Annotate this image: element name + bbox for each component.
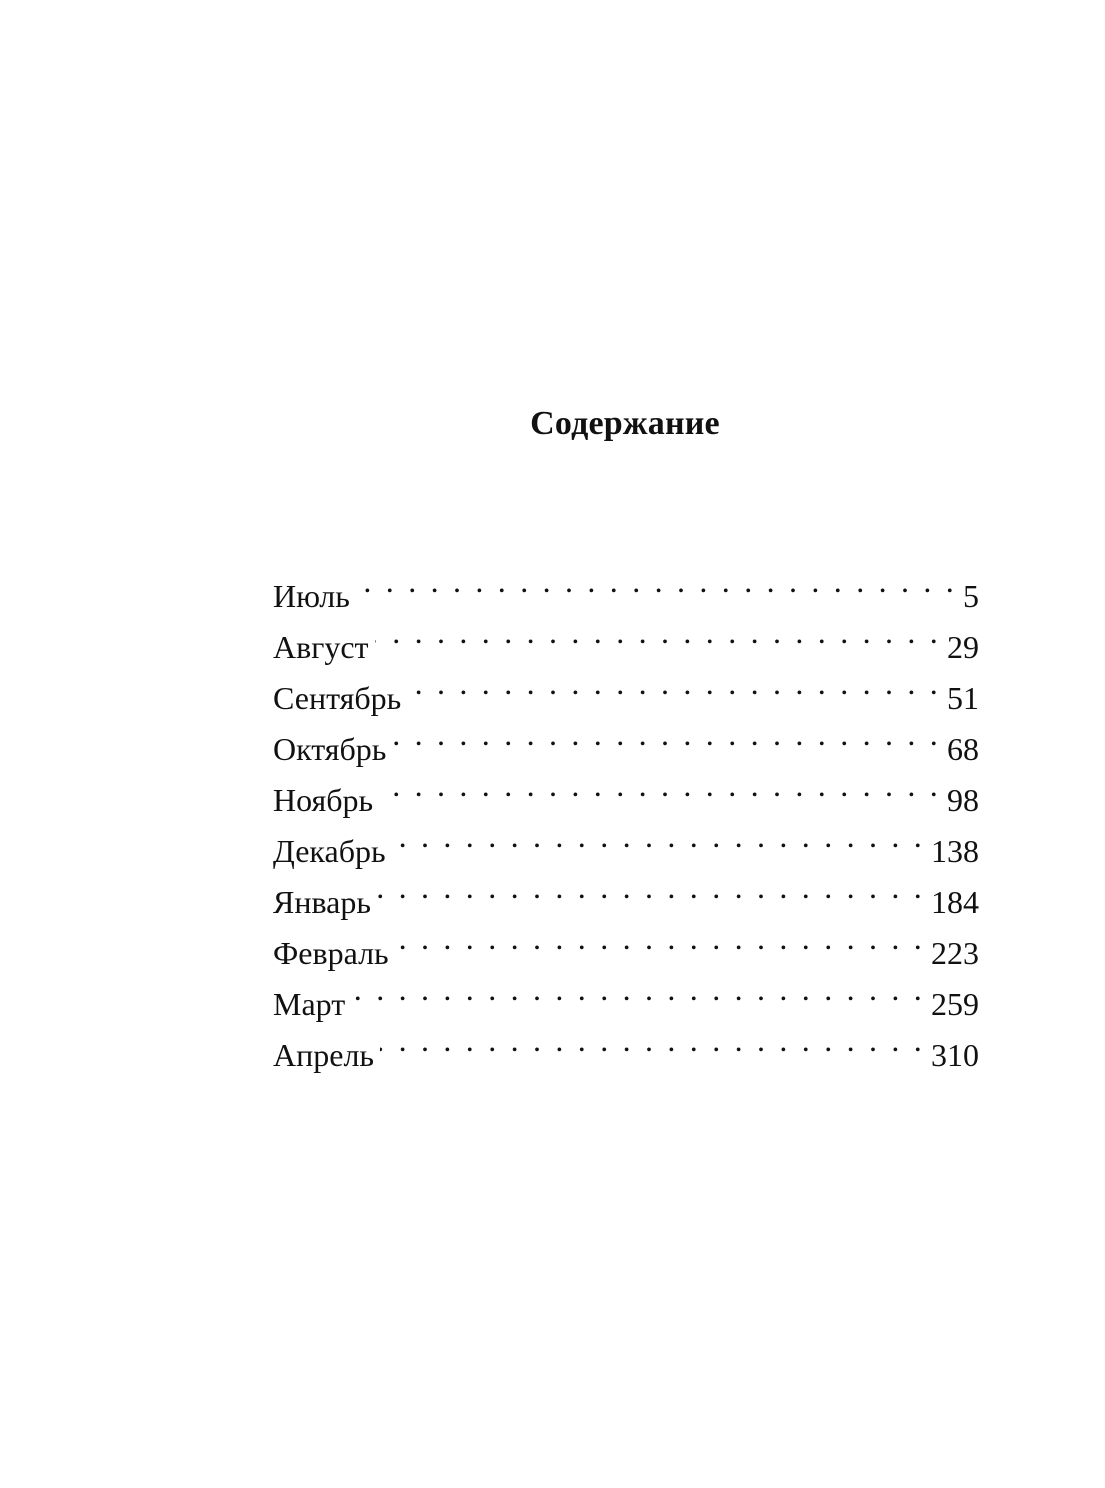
toc-entry-label: Январь (273, 884, 371, 920)
toc-entry-november (273, 760, 979, 818)
dot-leader (395, 913, 925, 964)
toc-entry-label: Ноябрь (273, 782, 374, 818)
dot-leader (392, 811, 925, 862)
toc-entry-label: Декабрь (273, 833, 386, 869)
dot-leader (375, 607, 941, 658)
toc-entry-label: Март (273, 986, 346, 1022)
toc-entry-page: 310 (931, 1037, 979, 1073)
page-title: Содержание (530, 405, 720, 442)
toc-entry-april (273, 1015, 979, 1073)
dot-leader (380, 1015, 925, 1066)
dot-leader (392, 709, 941, 760)
dot-leader (351, 964, 925, 1015)
toc-entry-label: Июль (273, 578, 350, 614)
toc-entry-february (273, 913, 979, 971)
toc-entry-label: Август (273, 629, 369, 665)
toc-entry-page: 259 (931, 986, 979, 1022)
toc-entry-page: 223 (931, 935, 979, 971)
dot-leader (407, 658, 941, 709)
toc-entry-january (273, 862, 979, 920)
toc-entry-july (273, 556, 979, 614)
toc-entry-page: 51 (947, 680, 979, 716)
table-of-contents (273, 556, 979, 1073)
toc-entry-page: 184 (931, 884, 979, 920)
dot-leader (379, 760, 941, 811)
toc-entry-march (273, 964, 979, 1022)
toc-entry-august (273, 607, 979, 665)
toc-entry-label: Февраль (273, 935, 389, 971)
toc-entry-label: Сентябрь (273, 680, 402, 716)
toc-entry-label: Апрель (273, 1037, 374, 1073)
toc-entry-page: 5 (963, 578, 979, 614)
toc-entry-september (273, 658, 979, 716)
toc-entry-page: 29 (947, 629, 979, 665)
toc-entry-page: 68 (947, 731, 979, 767)
dot-leader (356, 556, 957, 607)
dot-leader (377, 862, 925, 913)
toc-entry-page: 98 (947, 782, 979, 818)
toc-entry-label: Октябрь (273, 731, 387, 767)
toc-entry-page: 138 (931, 833, 979, 869)
